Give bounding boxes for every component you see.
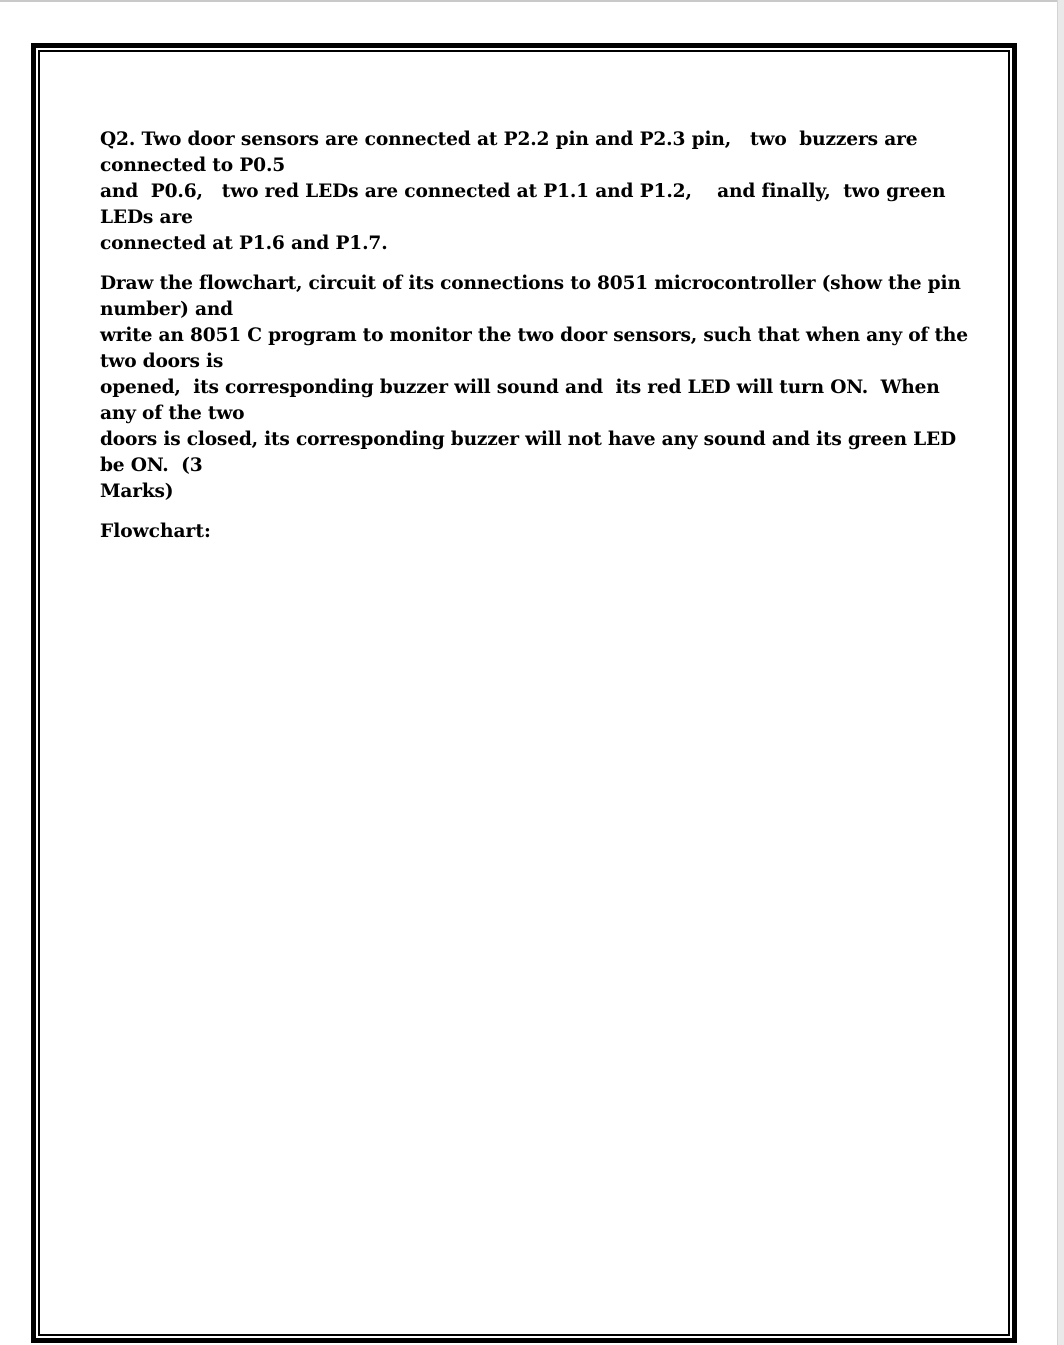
instruction-line: opened, its corresponding buzzer will sound and its red LED will turn ON. When any of the two	[100, 377, 946, 424]
instructions-text	[100, 271, 980, 505]
instruction-line: write an 8051 C program to monitor the two door sensors, such that when any of the two doors is	[100, 325, 975, 372]
question-line: and P0.6, two red LEDs are connected at P1.1 and P1.2, and finally, two green LEDs are	[100, 181, 952, 228]
instruction-line: doors is closed, its corresponding buzzer will not have any sound and its green LED be ON. (3	[100, 429, 963, 476]
question-line: Q2. Two door sensors are connected at P2.2 pin and P2.3 pin, two buzzers are connected to P0.5	[100, 129, 924, 176]
flowchart-heading: Flowchart:	[100, 521, 211, 542]
instruction-line: Marks)	[100, 481, 174, 502]
question-text	[100, 127, 980, 257]
viewer-scroll-strip[interactable]	[1057, 0, 1064, 1345]
viewer-top-edge	[0, 0, 1064, 2]
instruction-line: Draw the flowchart, circuit of its connections to 8051 microcontroller (show the pin number) and	[100, 273, 967, 320]
page-content	[100, 127, 980, 559]
question-line: connected at P1.6 and P1.7.	[100, 233, 388, 254]
